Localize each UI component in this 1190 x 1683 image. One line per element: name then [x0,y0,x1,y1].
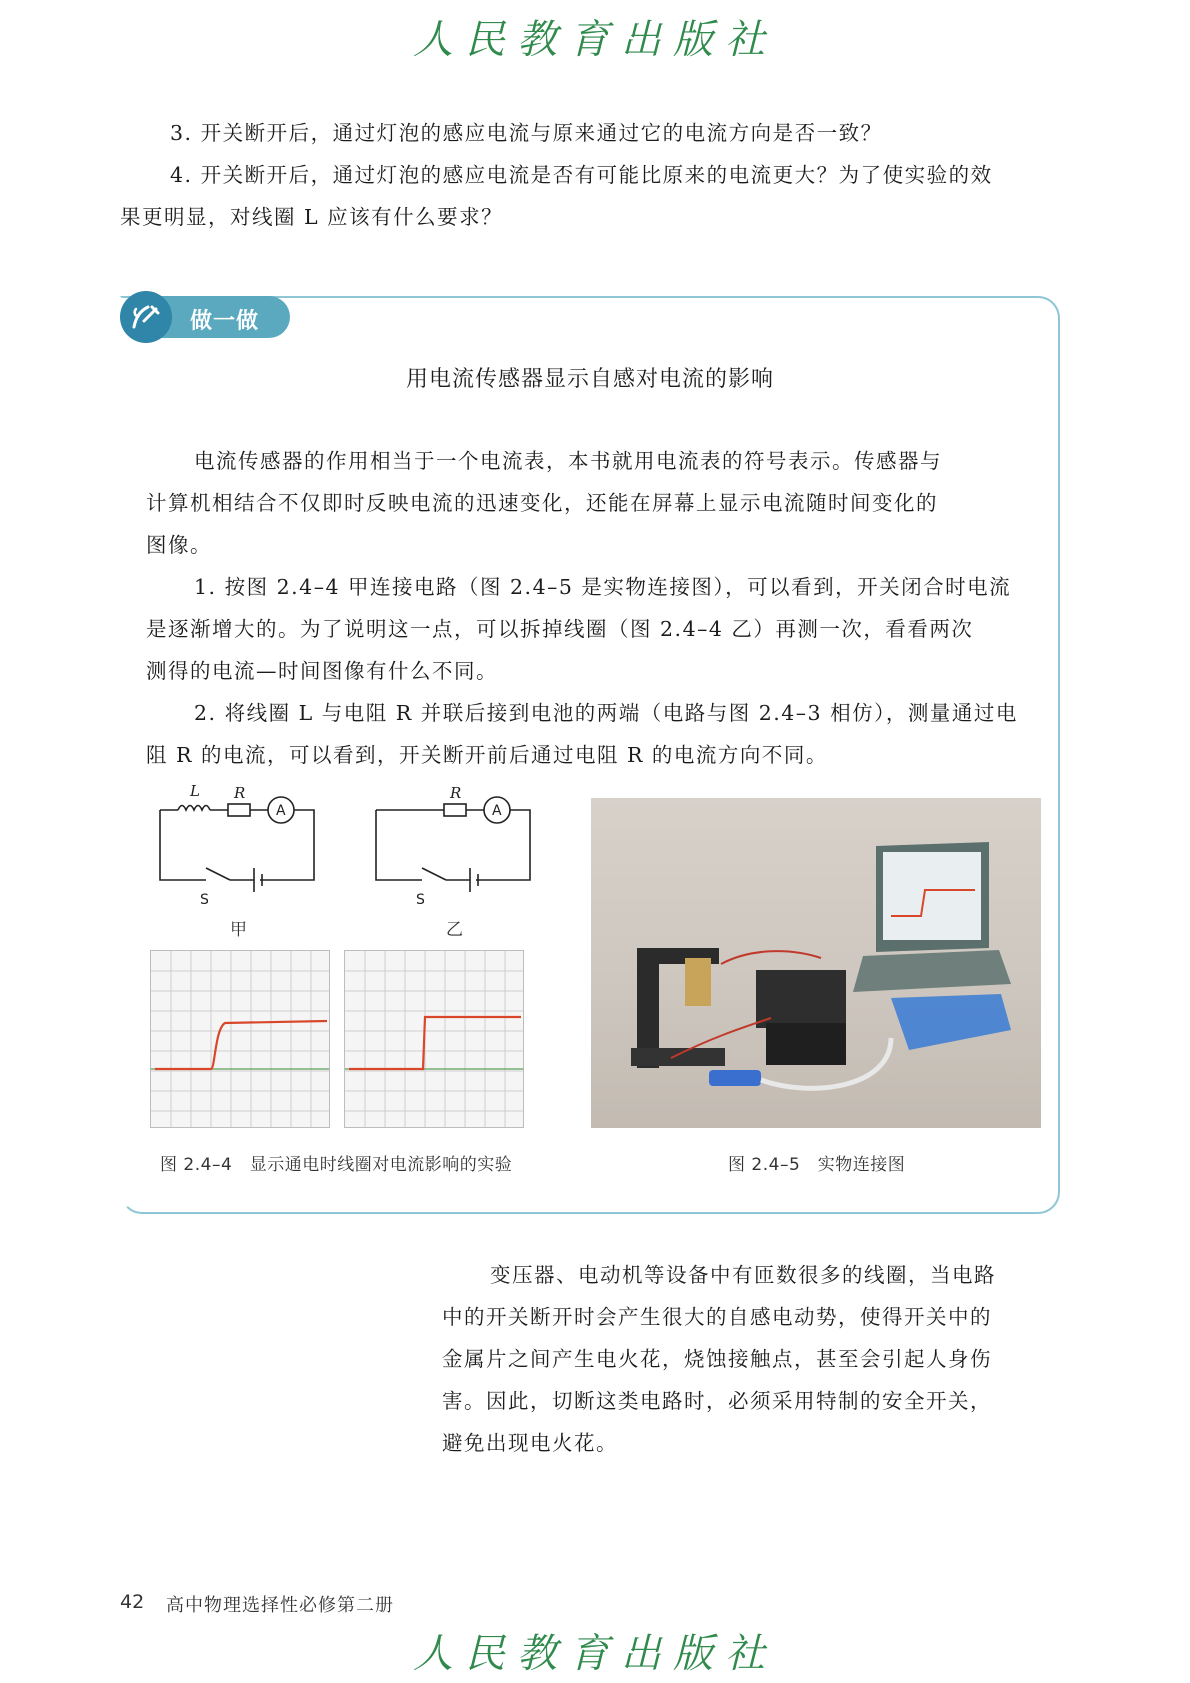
page-number: 42 [120,1591,145,1613]
side-text-line-3: 金属片之间产生电火花，烧蚀接触点，甚至会引起人身伤 [442,1347,992,1371]
label-L: L [190,782,200,800]
apparatus-photo [591,798,1041,1128]
label-ammeter: A [276,803,286,819]
figure-2-4-4-caption: 图 2.4–4 显示通电时线圈对电流影响的实验 [160,1155,513,1175]
current-time-graph-b [344,950,524,1128]
question-4-line1: 4. 开关断开后，通过灯泡的感应电流是否有可能比原来的电流更大？为了使实验的效 [170,163,993,187]
label-switch: S [200,892,209,908]
step1-line-2: 是逐渐增大的。为了说明这一点，可以拆掉线圈（图 2.4–4 乙）再测一次，看看两次 [146,617,974,641]
figure-2-4-5-caption: 图 2.4–5 实物连接图 [728,1155,906,1175]
step2-line-1: 2. 将线圈 L 与电阻 R 并联后接到电池的两端（电路与图 2.4–3 相仿），测量通过电 [194,701,1018,725]
intro-line-1: 电流传感器的作用相当于一个电流表，本书就用电流表的符号表示。传感器与 [194,449,942,473]
label-R: R [234,784,246,802]
step2-line-2: 阻 R 的电流，可以看到，开关断开前后通过电阻 R 的电流方向不同。 [146,743,828,767]
circuit-diagram-b [366,782,541,912]
label-switch: S [416,892,425,908]
current-time-graph-a [150,950,330,1128]
intro-line-2: 计算机相结合不仅即时反映电流的迅速变化，还能在屏幕上显示电流随时间变化的 [146,491,938,515]
publisher-header: 人民教育出版社 [413,17,777,63]
book-title: 高中物理选择性必修第二册 [166,1595,394,1616]
question-3: 3. 开关断开后，通过灯泡的感应电流与原来通过它的电流方向是否一致？ [170,121,883,145]
intro-line-3: 图像。 [146,533,212,557]
circuit-diagram-a [150,782,325,912]
circuit-a-label: 甲 [230,920,247,940]
activity-tag [120,291,290,343]
step1-line-3: 测得的电流—时间图像有什么不同。 [146,659,498,683]
side-text-line-2: 中的开关断开时会产生很大的自感电动势，使得开关中的 [442,1305,992,1329]
question-4-line2: 果更明显，对线圈 L 应该有什么要求？ [120,205,504,229]
side-text-line-4: 害。因此，切断这类电路时，必须采用特制的安全开关， [442,1389,992,1413]
publisher-footer: 人民教育出版社 [413,1631,777,1677]
side-text-line-1: 变压器、电动机等设备中有匝数很多的线圈，当电路 [490,1263,996,1287]
activity-tag-circle [120,291,172,343]
activity-tag-label: 做一做 [190,309,260,334]
hand-tool-icon [126,297,166,337]
label-ammeter: A [492,803,502,819]
activity-title: 用电流传感器显示自感对电流的影响 [405,367,774,392]
step1-line-1: 1. 按图 2.4–4 甲连接电路（图 2.4–5 是实物连接图），可以看到，开关闭合时电流 [194,575,1012,599]
label-R: R [450,784,462,802]
circuit-b-label: 乙 [446,920,463,940]
side-text-line-5: 避免出现电火花。 [442,1431,618,1455]
